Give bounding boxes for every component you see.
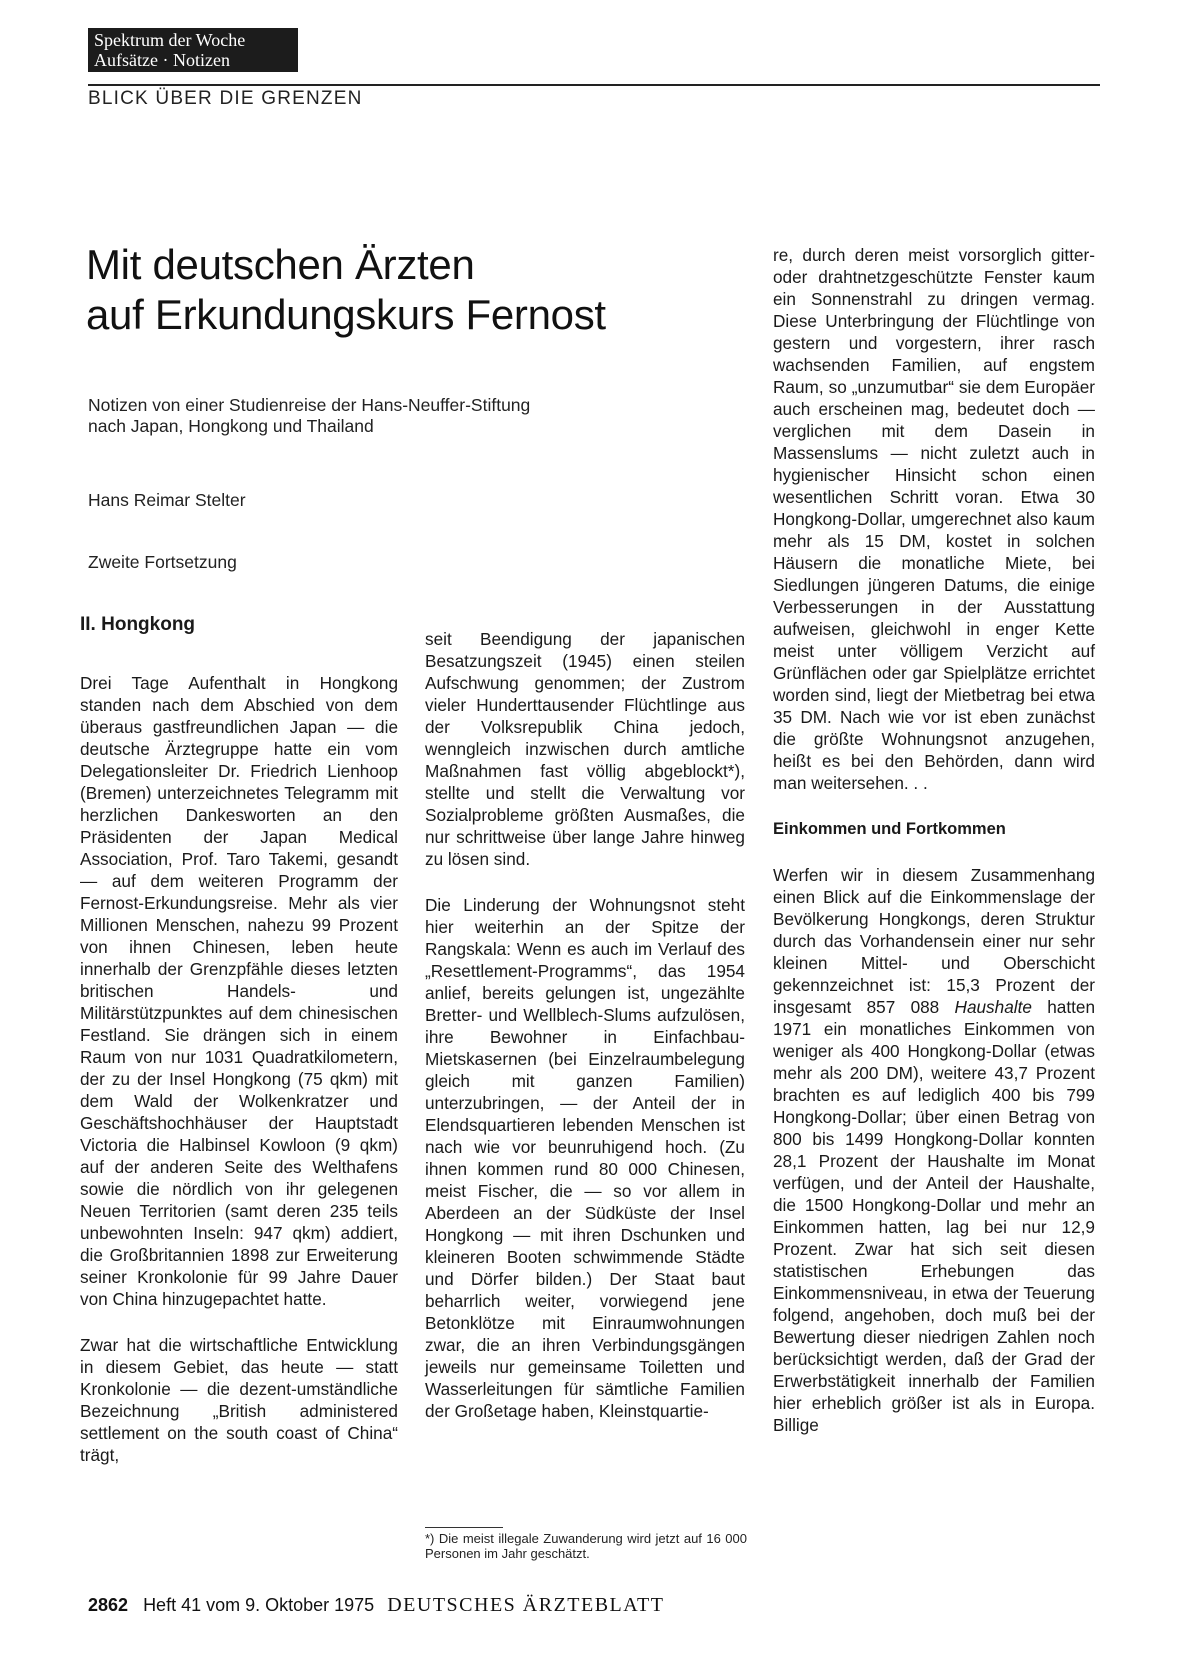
section-badge-line2: Aufsätze · Notizen (94, 50, 230, 70)
page-footer (88, 1594, 664, 1617)
paragraph (773, 864, 1095, 1436)
article-title-line2: auf Erkundungskurs Fernost (86, 291, 606, 338)
article-subtitle-line1: Notizen von einer Studienreise der Hans-Neuffer-Stiftung (88, 395, 531, 415)
article-subtitle (88, 395, 530, 437)
page-number: 2862 (88, 1595, 129, 1615)
paragraph-part: Werfen wir in diesem Zusammenhang einen Blick auf die Einkommenslage der Bevölkerung Hongkongs, deren Struktur durch das Vorhandensein einer nur sehr kleinen Mittel- und Oberschicht gekennzeichnet ist: 15,3 Prozent der insgesamt 857 088 (773, 865, 1095, 1017)
paragraph: seit Beendigung der japanischen Besatzungszeit (1945) einen steilen Aufschwung genommen; der Zustrom vieler Hunderttausender Flüchtlinge aus der Volksrepublik China jedoch, wenngleich inzwischen durch amtliche Maßnahmen fast völlig abgeblockt*), stellte und stellt die Verwaltung vor Sozialprobleme größten Ausmaßes, die nur schrittweise über lange Jahre hinweg zu lösen sind. (425, 629, 745, 869)
section-label: BLICK ÜBER DIE GRENZEN (88, 88, 363, 109)
section-badge-line1: Spektrum der Woche (94, 30, 246, 50)
paragraph: Zwar hat die wirtschaftliche Entwicklung in diesem Gebiet, das heute — statt Kronkolonie — die dezent-umständliche Bezeichnung „British administered settlement on the south coast of China“ trägt, (80, 1335, 398, 1465)
paragraph: re, durch deren meist vorsorglich gitter- oder drahtnetzgeschützte Fenster kaum ein Sonnenstrahl zu dringen vermag. Diese Unterbringung der Flüchtlinge von gestern und vorgestern, ihrer rasch wachsenden Familien, auf engstem Raum, so „unzumutbar“ sie dem Europäer auch erscheinen mag, bedeutet doch — verglichen mit dem Dasein in Massenslums — nicht zuletzt auch in hygienischer Hinsicht schon einen wesentlichen Schritt voran. Etwa 30 Hongkong-Dollar, umgerechnet also kaum mehr als 15 DM, kostet in solchen Häusern die monatliche Miete, bei Siedlungen jüngeren Datums, die einige Verbesserungen in der Ausstattung aufweisen, gleichwohl in enger Kette meist unter völligem Verzicht auf Grünflächen oder gar Spielplätze errichtet worden sind, liegt der Mietbetrag bei etwa 35 DM. Nach wie vor ist eben zunächst die größte Wohnungsnot anzugehen, heißt es bei den Behörden, dann wird man weitersehen. . . (773, 245, 1095, 793)
footnote-divider (425, 1527, 503, 1528)
article-title (86, 240, 606, 340)
paragraph-part: hatten 1971 ein monatliches Einkommen von weniger als 400 Hongkong-Dollar (etwas mehr als 200 DM), weitere 43,7 Prozent brachten es auf lediglich 400 bis 799 Hongkong-Dollar; über einen Betrag von 800 bis 1499 Hongkong-Dollar konnten 28,1 Prozent der Haushalte im Monat verfügen, und der Anteil der Haushalte, die 1500 Hongkong-Dollar und mehr an Einkommen hatten, lag bei nur 12,9 Prozent. Zwar hat sich seit diesen statistischen Erhebungen das Einkommensniveau, in etwa der Teuerung folgend, angehoben, doch muß bei der Bewertung dieser niedrigen Zahlen noch berücksichtigt werden, daß der Grad der Erwerbstätigkeit innerhalb der Familien hier erheblich größer ist als in Europa. Billige (773, 997, 1096, 1435)
paragraph: Die Linderung der Wohnungsnot steht hier weiterhin an der Spitze der Rangskala: Wenn es auch im Verlauf des „Resettlement-Programms“, das 1954 anlief, bereits gelungen ist, ungezählte Bretter- und Wellblech-Slums aufzulösen, ihre Bewohner in Einfachbau-Mietskasernen (bei Einzelraumbelegung gleich mit ganzen Familien) unterzubringen, — der Anteil der in Elendsquartieren lebenden Menschen ist nach wie vor beunruhigend hoch. (Zu ihnen kommen rund 80 000 Chinesen, meist Fischer, die — so vor allem in Aberdeen an der Südküste der Insel Hongkong — mit ihren Dschunken und kleineren Booten schwimmende Städte und Dörfer bilden.) Der Staat baut beharrlich weiter, vorwiegend jene Betonklötze mit Einraumwohnungen zwar, die an ihren Verbindungsgängen jeweils nur gemeinsame Toiletten und Wasserleitungen für sämtliche Familien der Großetage haben, Kleinstquartie- (425, 895, 745, 1421)
article-author: Hans Reimar Stelter (88, 490, 246, 510)
footnote: *) Die meist illegale Zuwanderung wird jetzt auf 16 000 Personen im Jahr geschätzt. (425, 1531, 747, 1561)
paragraph: Drei Tage Aufenthalt in Hongkong standen nach dem Abschied von dem überaus gastfreundlichen Japan — die deutsche Ärztegruppe hatte ein vom Delegationsleiter Dr. Friedrich Lienhoop (Bremen) unterzeichnetes Telegramm mit herzlichen Dankesworten an den Präsidenten der Japan Medical Association, Prof. Taro Takemi, gesandt — auf dem weiteren Programm der Fernost-Erkundungsreise. Mehr als vier Millionen Menschen, nahezu 99 Prozent von ihnen Chinesen, leben heute innerhalb der Grenzpfähle dieses letzten britischen Handels- und Militärstützpunktes auf dem chinesischen Festland. Sie drängen sich in einem Raum von nur 1031 Quadratkilometern, der zu der Insel Hongkong (75 qkm) mit dem Wald der Wolkenkratzer und Geschäftshochhäuser der Hauptstadt Victoria die Halbinsel Kowloon (9 qkm) auf der anderen Seite des Welthafens sowie die nördlich von ihr gelegenen Neuen Territorien (samt deren 235 teils unbewohnten Inseln: 947 qkm) addiert, die Großbritannien 1898 zur Erweiterung seiner Kronkolonie für 99 Jahre Dauer von China hinzugepachtet hatte. (80, 673, 398, 1309)
emphasis: Haushalte (954, 997, 1032, 1017)
magazine-name: DEUTSCHES ÄRZTEBLATT (387, 1594, 665, 1616)
section-badge (88, 28, 298, 72)
header-divider (88, 84, 1100, 86)
subsection-heading: Einkommen und Fortkommen (773, 820, 1006, 838)
article-title-line1: Mit deutschen Ärzten (86, 241, 475, 288)
text-column-2 (425, 628, 745, 1446)
text-column-1 (80, 614, 398, 1490)
continuation-note: Zweite Fortsetzung (88, 552, 237, 572)
article-subtitle-line2: nach Japan, Hongkong und Thailand (88, 416, 374, 436)
issue-info: Heft 41 vom 9. Oktober 1975 (143, 1595, 375, 1615)
text-column-3 (773, 244, 1095, 1460)
section-heading: II. Hongkong (80, 614, 196, 635)
